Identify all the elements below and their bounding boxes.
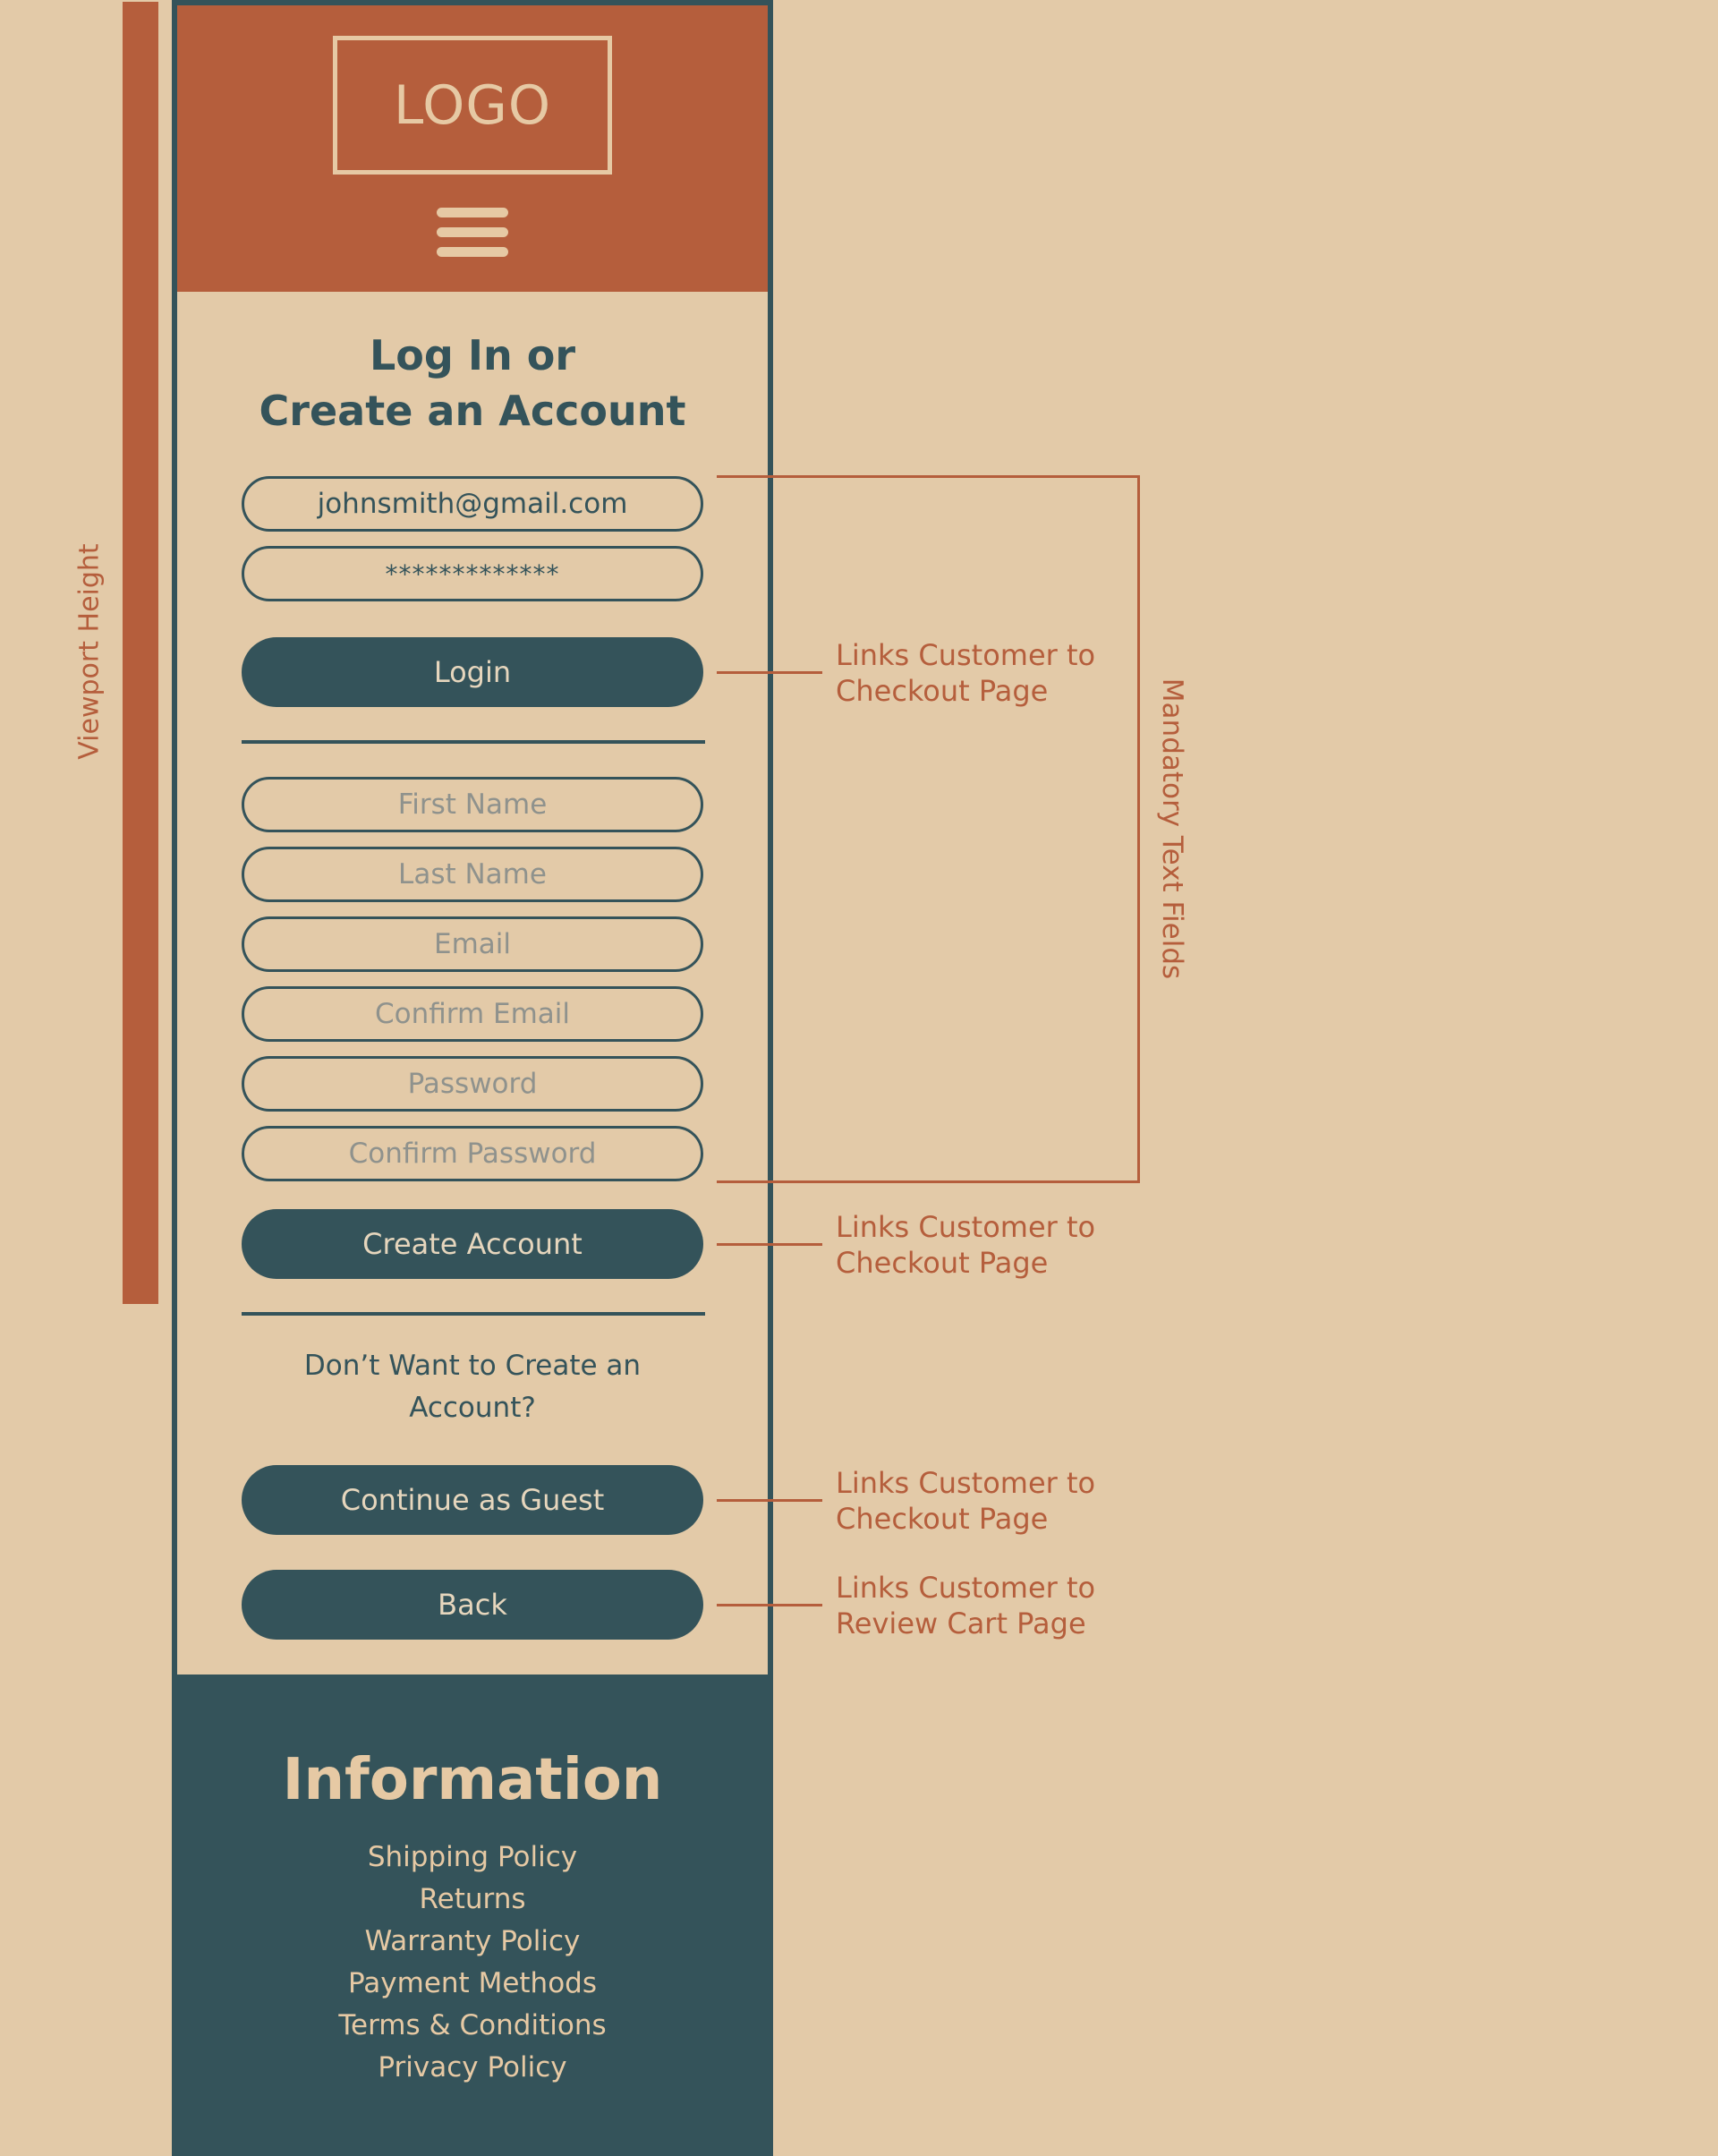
footer-link-shipping-policy[interactable]: Shipping Policy <box>367 1841 578 1873</box>
first-name-field[interactable]: First Name <box>242 777 703 832</box>
footer-link-payment-methods[interactable]: Payment Methods <box>348 1967 597 1999</box>
annotation-create-account: Links Customer to Checkout Page <box>836 1210 1096 1280</box>
last-name-field[interactable]: Last Name <box>242 847 703 902</box>
annotation-guest: Links Customer to Checkout Page <box>836 1466 1096 1536</box>
continue-as-guest-button[interactable]: Continue as Guest <box>242 1465 703 1535</box>
annotation-connector <box>717 1243 822 1246</box>
login-email-field[interactable]: johnsmith@gmail.com <box>242 476 703 532</box>
divider <box>242 1312 705 1316</box>
viewport-height-bar <box>123 2 158 1304</box>
divider <box>242 740 705 744</box>
guest-question: Don’t Want to Create an Account? <box>303 1350 642 1424</box>
password-field[interactable]: Password <box>242 1056 703 1112</box>
hamburger-menu-icon[interactable] <box>437 208 508 258</box>
logo-text: LOGO <box>393 73 552 137</box>
mandatory-fields-bracket <box>717 475 1140 1183</box>
confirm-email-field[interactable]: Confirm Email <box>242 986 703 1042</box>
page-title: Log In or Create an Account <box>259 331 686 435</box>
footer-link-warranty-policy[interactable]: Warranty Policy <box>364 1925 581 1957</box>
footer-link-terms-conditions[interactable]: Terms & Conditions <box>338 2009 607 2041</box>
email-field[interactable]: Email <box>242 916 703 972</box>
confirm-password-field[interactable]: Confirm Password <box>242 1126 703 1181</box>
back-button[interactable]: Back <box>242 1570 703 1640</box>
logo[interactable] <box>333 36 612 175</box>
footer-link-privacy-policy[interactable]: Privacy Policy <box>378 2051 567 2084</box>
annotation-connector <box>717 1499 822 1502</box>
login-password-field[interactable]: ************* <box>242 546 703 601</box>
footer-link-returns[interactable]: Returns <box>419 1883 526 1915</box>
annotation-connector <box>717 671 822 674</box>
annotation-login: Links Customer to Checkout Page <box>836 638 1096 708</box>
footer-links <box>172 1836 773 2089</box>
login-button[interactable]: Login <box>242 637 703 707</box>
annotation-connector <box>717 1604 822 1606</box>
annotation-back: Links Customer to Review Cart Page <box>836 1571 1096 1640</box>
footer-title: Information <box>282 1747 663 1813</box>
create-account-button[interactable]: Create Account <box>242 1209 703 1279</box>
